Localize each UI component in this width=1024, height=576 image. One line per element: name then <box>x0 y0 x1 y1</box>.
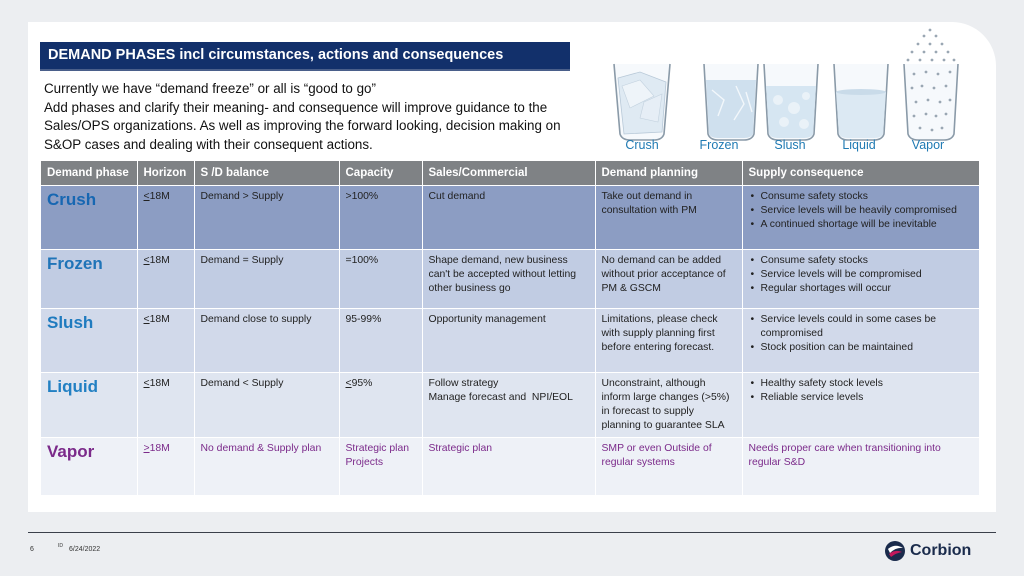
planning-cell: Take out demand in consultation with PM <box>595 185 742 249</box>
table-row-frozen <box>41 249 979 308</box>
footer-date: 6/24/2022 <box>69 546 101 553</box>
supply-cell: Needs proper care when transitioning into regular S&D <box>742 437 979 495</box>
horizon-prefix: < <box>143 190 150 202</box>
supply-bullet: • Service levels will be heavily compromised <box>749 204 973 218</box>
capacity-cell <box>339 372 422 437</box>
capacity-line: Strategic plan <box>345 442 410 454</box>
intro-text <box>44 80 584 154</box>
supply-cell <box>742 185 979 249</box>
demand-phases-table <box>41 161 980 495</box>
horizon-value: 18M <box>149 190 170 202</box>
supply-cell <box>742 372 979 437</box>
planning-cell: SMP or even Outside of regular systems <box>595 437 742 495</box>
horizon-cell <box>137 185 194 249</box>
glass-label-slush: Slush <box>774 138 806 152</box>
logo-text: Corbion <box>910 542 972 559</box>
intro-line-2: Add phases and clarify their meaning- and consequence will improve guidance to the Sales/OPS organizations. As well as improving the forward looking, decision making on S&OP cases and dealing with their consequent actions. <box>44 99 561 152</box>
sales-line: Follow strategy <box>428 377 499 389</box>
capacity-cell: 95-99% <box>339 308 422 372</box>
footer-divider <box>28 532 996 533</box>
glass-label-vapor: Vapor <box>911 138 945 152</box>
table-row-crush <box>41 185 979 249</box>
supply-bullet: • A continued shortage will be inevitable <box>749 218 973 232</box>
sd-balance-cell: Demand close to supply <box>194 308 339 372</box>
phase-name: Liquid <box>41 372 137 437</box>
table-row-liquid <box>41 372 979 437</box>
horizon-cell <box>137 372 194 437</box>
supply-bullet: • Consume safety stocks <box>749 254 973 268</box>
sales-line: Manage forecast and NPI/EOL <box>428 391 573 403</box>
glass-label-liquid: Liquid <box>842 138 876 152</box>
supply-cell <box>742 249 979 308</box>
table-row-slush <box>41 308 979 372</box>
horizon-cell <box>137 437 194 495</box>
header-demand-phase: Demand phase <box>41 161 137 185</box>
header-demand-planning: Demand planning <box>595 161 742 185</box>
capacity-line: Projects <box>345 456 384 468</box>
capacity-value: 95% <box>351 377 373 389</box>
planning-cell: No demand can be added without prior acceptance of PM & GSCM <box>595 249 742 308</box>
sales-cell: Opportunity management <box>422 308 595 372</box>
sales-cell: Strategic plan <box>422 437 595 495</box>
glass-label-frozen: Frozen <box>699 138 739 152</box>
horizon-value: 18M <box>149 442 170 454</box>
planning-cell: Limitations, please check with supply planning first before entering forecast. <box>595 308 742 372</box>
phase-name: Frozen <box>41 249 137 308</box>
sd-balance-cell: Demand > Supply <box>194 185 339 249</box>
supply-bullet: • Healthy safety stock levels <box>749 377 973 391</box>
footer-id: ID <box>58 543 63 549</box>
horizon-value: 18M <box>149 377 170 389</box>
supply-bullet: • Consume safety stocks <box>749 190 973 204</box>
planning-cell: Unconstraint, although inform large changes (>5%) in forecast to supply planning to guarantee SLA <box>595 372 742 437</box>
horizon-prefix: < <box>143 254 150 266</box>
supply-bullet: • Service levels will be compromised <box>749 268 973 282</box>
horizon-value: 18M <box>149 254 170 266</box>
horizon-cell <box>137 308 194 372</box>
horizon-cell <box>137 249 194 308</box>
phase-name: Crush <box>41 185 137 249</box>
horizon-value: 18M <box>149 313 170 325</box>
capacity-prefix: < <box>345 377 352 389</box>
sd-balance-cell: Demand = Supply <box>194 249 339 308</box>
header-horizon: Horizon <box>137 161 194 185</box>
sd-balance-cell: No demand & Supply plan <box>194 437 339 495</box>
horizon-prefix: > <box>143 442 150 454</box>
header-sd-balance: S /D balance <box>194 161 339 185</box>
supply-bullet: • Service levels could in some cases be compromised <box>749 313 973 341</box>
supply-bullet: • Reliable service levels <box>749 391 973 405</box>
corbion-logo-icon <box>884 540 906 562</box>
glasses-illustration <box>600 26 980 156</box>
page-number: 6 <box>30 546 34 553</box>
supply-cell <box>742 308 979 372</box>
capacity-cell <box>339 437 422 495</box>
supply-bullet: • Regular shortages will occur <box>749 282 973 296</box>
horizon-prefix: < <box>143 377 150 389</box>
capacity-cell: >100% <box>339 185 422 249</box>
sales-cell: Shape demand, new business can't be accepted without letting other business go <box>422 249 595 308</box>
header-capacity: Capacity <box>339 161 422 185</box>
vapor-glass-icon <box>900 26 962 156</box>
header-supply-consequence: Supply consequence <box>742 161 979 185</box>
header-sales-commercial: Sales/Commercial <box>422 161 595 185</box>
sales-cell <box>422 372 595 437</box>
slide-title: DEMAND PHASES incl circumstances, actions and consequences <box>40 42 570 69</box>
phase-name: Slush <box>41 308 137 372</box>
horizon-prefix: < <box>143 313 150 325</box>
table-header-row <box>41 161 979 185</box>
sales-cell: Cut demand <box>422 185 595 249</box>
capacity-cell: =100% <box>339 249 422 308</box>
corbion-logo <box>884 539 971 563</box>
glass-label-crush: Crush <box>625 138 659 152</box>
sd-balance-cell: Demand < Supply <box>194 372 339 437</box>
intro-line-1: Currently we have “demand freeze” or all is “good to go” <box>44 81 376 96</box>
table-row-vapor <box>41 437 979 495</box>
supply-bullet: • Stock position can be maintained <box>749 341 973 355</box>
phase-name: Vapor <box>41 437 137 495</box>
